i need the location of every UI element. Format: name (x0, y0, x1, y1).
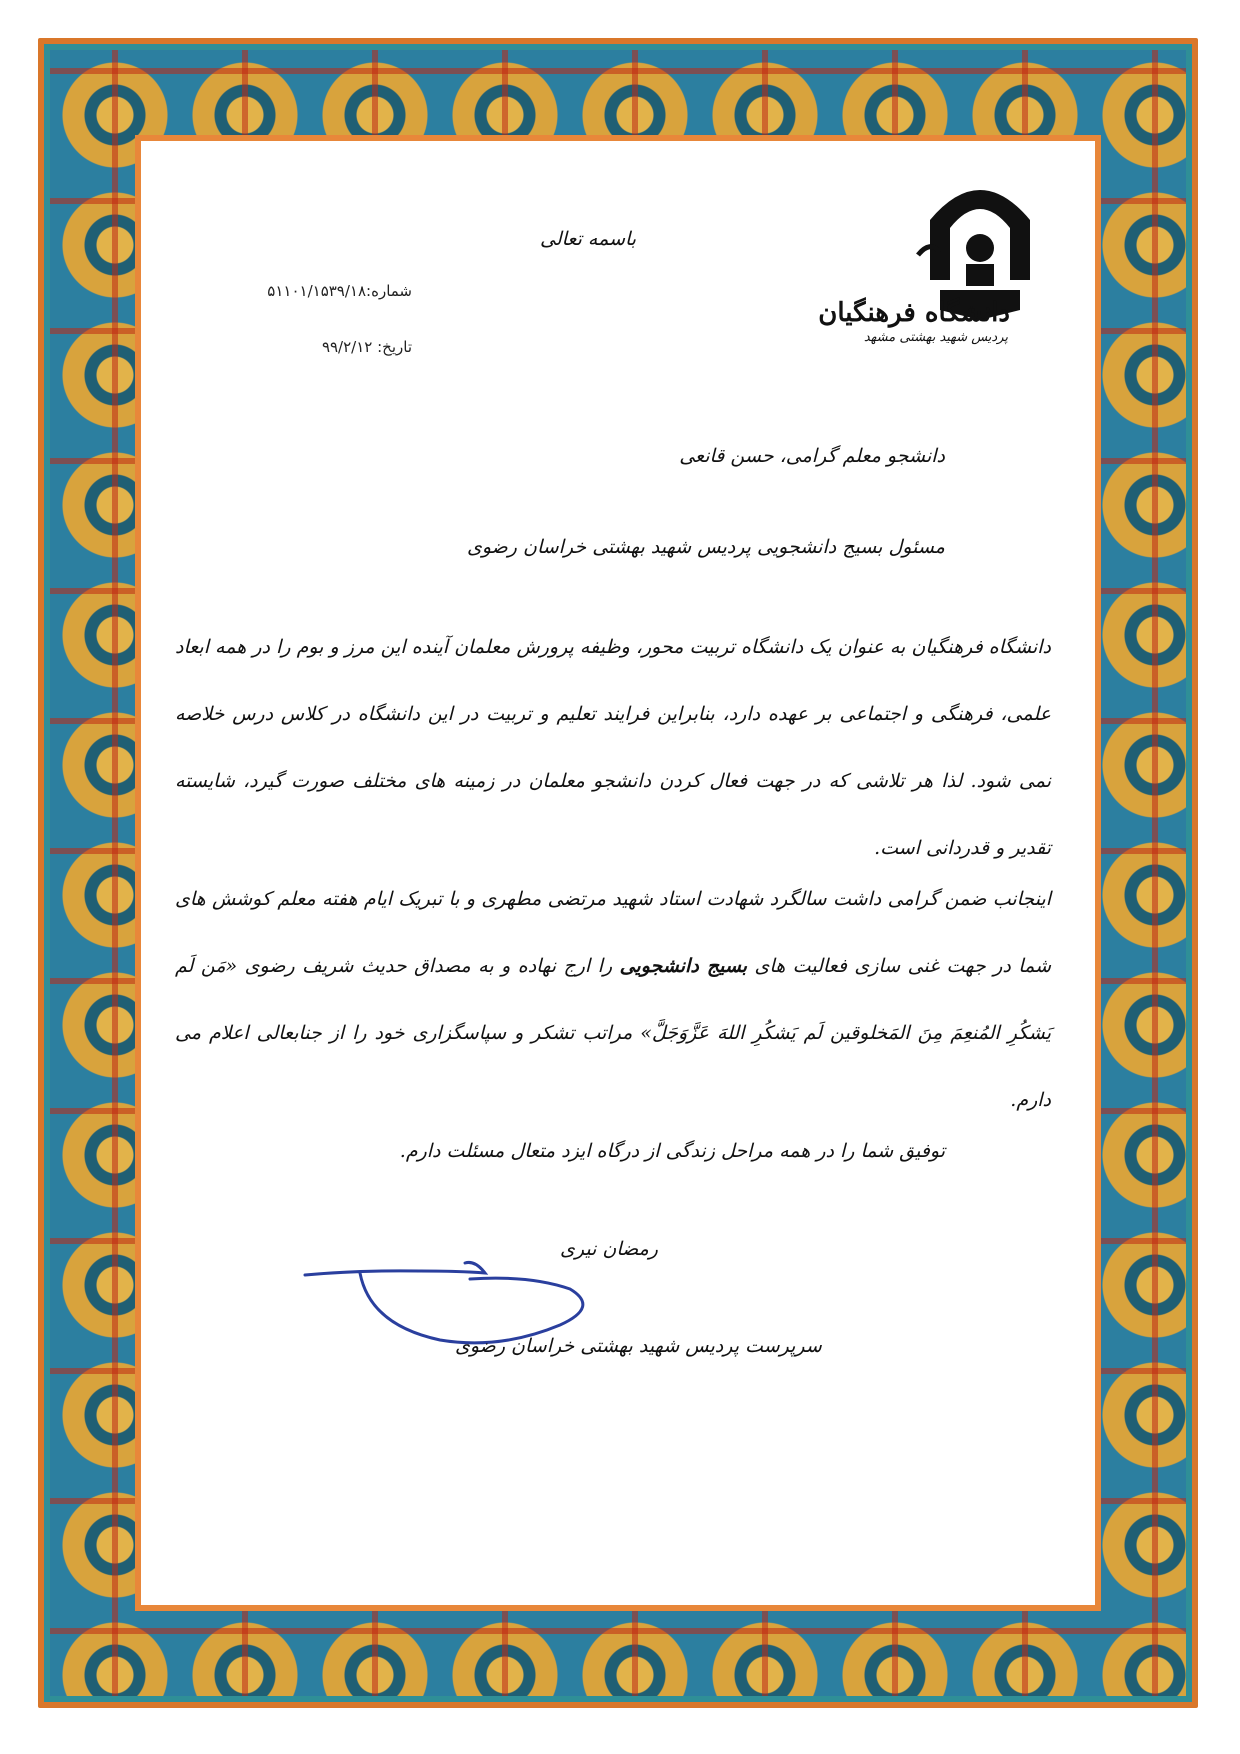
basmala-heading: باسمه تعالی (540, 228, 637, 250)
recipient-greeting: دانشجو معلم گرامی، حسن قانعی (679, 445, 945, 467)
closing-line: توفیق شما را در همه مراحل زندگی از درگاه ایزد متعال مسئلت دارم. (399, 1140, 945, 1162)
recipient-role: مسئول بسیج دانشجویی پردیس شهید بهشتی خراسان رضوی (466, 536, 945, 558)
campus-name: پردیس شهید بهشتی مشهد (863, 330, 1008, 345)
para2-highlight: بسیج دانشجویی (619, 955, 748, 977)
letter-number: شماره:۵۱۱۰۱/۱۵۳۹/۱۸ (267, 282, 412, 300)
para2-text-start: اینجانب ضمن گرامی داشت سالگرد شهادت استاد شهید مرتضی مطهری و با تبریک ایام هفته معلم کوشش های شما در جهت غنی سازی فعالیت های (175, 888, 1051, 977)
letter-date: تاریخ: ۹۹/۲/۱۲ (321, 338, 412, 356)
para2-text-end: را ارج نهاده و به مصداق حدیث شریف رضوی «مَن لَم یَشکُرِ المُنعِمَ مِنَ المَخلوقین لَم یَشکُرِ اللهَ عَزَّوَجَلَّ» مراتب تشکر و سپاسگزاری خود را از جنابعالی اعلام می دارم. (175, 955, 1051, 1111)
university-name: دانشگاه فرهنگیان (818, 298, 1010, 328)
signer-name: رمضان نیری (560, 1238, 658, 1260)
body-paragraph-2 (175, 866, 1051, 1134)
signer-title: سرپرست پردیس شهید بهشتی خراسان رضوی (455, 1335, 822, 1357)
body-paragraph-1: دانشگاه فرهنگیان به عنوان یک دانشگاه تربیت محور، وظیفه پرورش معلمان آینده این مرز و بوم را در همه ابعاد علمی، فرهنگی و اجتماعی بر عهده دارد، بنابراین فرایند تعلیم و تربیت در این دانشگاه در کلاس درس خلاصه نمی شود. لذا هر تلاشی که در جهت فعال کردن دانشجو معلمان در زمینه های مختلف صورت گیرد، شایسته تقدیر و قدردانی است. (175, 636, 1051, 859)
